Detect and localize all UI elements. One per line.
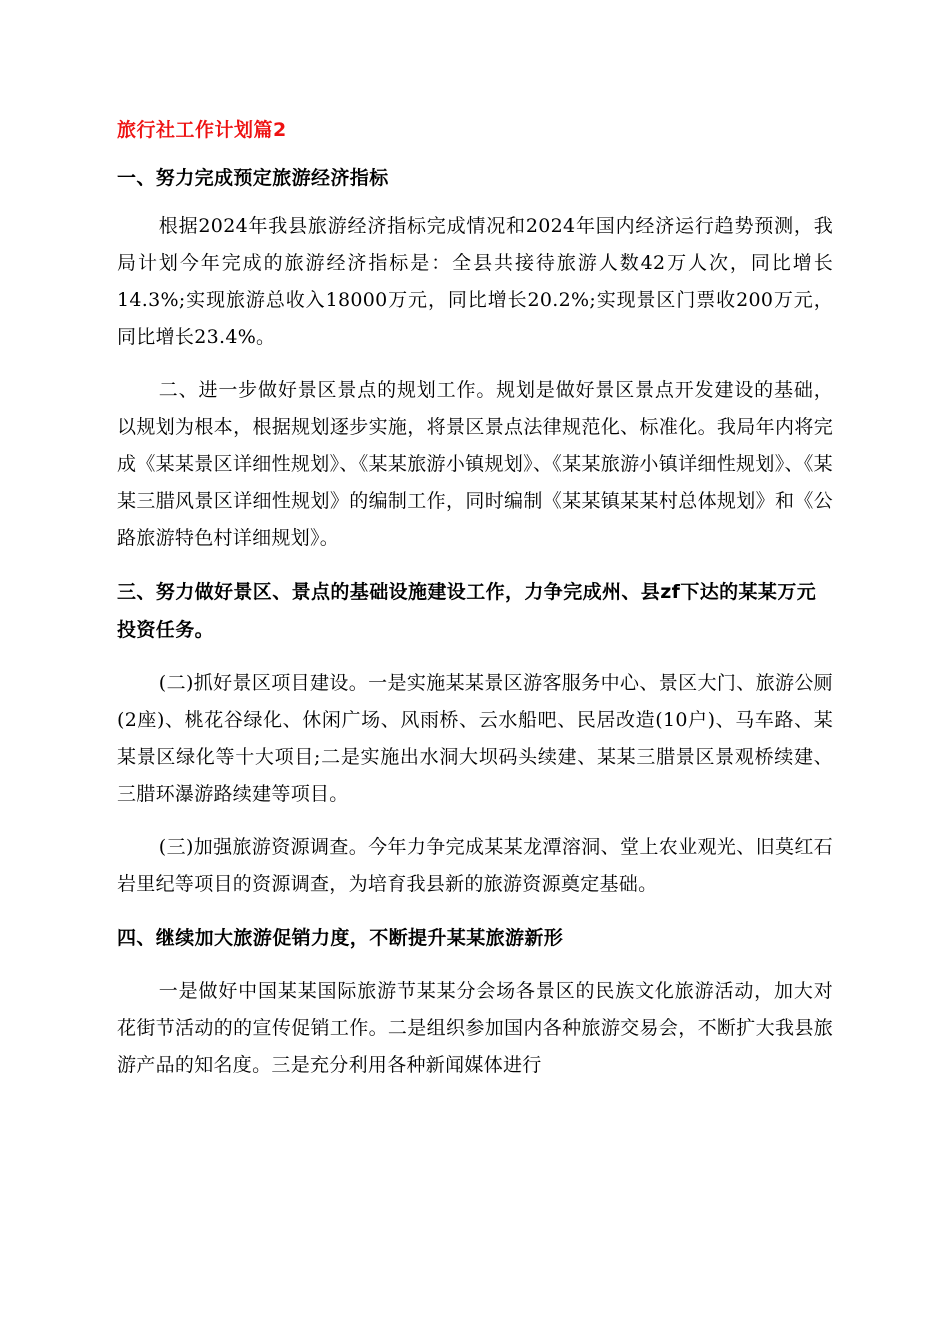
- section-4-paragraph-1: 一是做好中国某某国际旅游节某某分会场各景区的民族文化旅游活动，加大对花街节活动的的宣传促销工作。二是组织参加国内各种旅游交易会，不断扩大我县旅游产品的知名度。三是充分利用各种新闻媒体进行: [117, 980, 833, 1076]
- document-body: [117, 112, 833, 1084]
- section-1-paragraph-2: 二、进一步做好景区景点的规划工作。规划是做好景区景点开发建设的基础，以规划为根本，根据规划逐步实施，将景区景点法律规范化、标准化。我局年内将完成《某某景区详细性规划》、《某某旅游小镇规划》、《某某旅游小镇详细性规划》、《某某三腊风景区详细性规划》的编制工作，同时编制《某某镇某某村总体规划》和《公路旅游特色村详细规划》。: [117, 379, 833, 549]
- spacer: [117, 903, 833, 919]
- spacer: [117, 148, 833, 159]
- document-title: 旅行社工作计划篇2: [117, 119, 287, 141]
- section-heading-3: 三、努力做好景区、景点的基础设施建设工作，力争完成州、县zf下达的某某万元投资任务。: [117, 581, 817, 641]
- spacer: [117, 813, 833, 829]
- section-3-paragraph-1: (二)抓好景区项目建设。一是实施某某景区游客服务中心、景区大门、旅游公厕(2座)、桃花谷绿化、休闲广场、风雨桥、云水船吧、民居改造(10户)、马车路、某某景区绿化等十大项目;二是实施出水洞大坝码头续建、某某三腊景区景观桥续建、三腊环瀑游路续建等项目。: [117, 672, 833, 805]
- section-1-paragraph-1: 根据2024年我县旅游经济指标完成情况和2024年国内经济运行趋势预测，我局计划今年完成的旅游经济指标是：全县共接待旅游人数42万人次，同比增长14.3%;实现旅游总收入18000万元，同比增长20.2%;实现景区门票收200万元，同比增长23.4%。: [117, 215, 833, 348]
- spacer: [117, 649, 833, 665]
- spacer: [117, 197, 833, 208]
- section-3-paragraph-2: (三)加强旅游资源调查。今年力争完成某某龙潭溶洞、堂上农业观光、旧莫红石岩里纪等项目的资源调查，为培育我县新的旅游资源奠定基础。: [117, 836, 833, 895]
- spacer: [117, 356, 833, 372]
- spacer: [117, 957, 833, 973]
- section-heading-4: 四、继续加大旅游促销力度，不断提升某某旅游新形: [117, 927, 564, 949]
- spacer: [117, 557, 833, 573]
- section-heading-1: 一、努力完成预定旅游经济指标: [117, 167, 389, 189]
